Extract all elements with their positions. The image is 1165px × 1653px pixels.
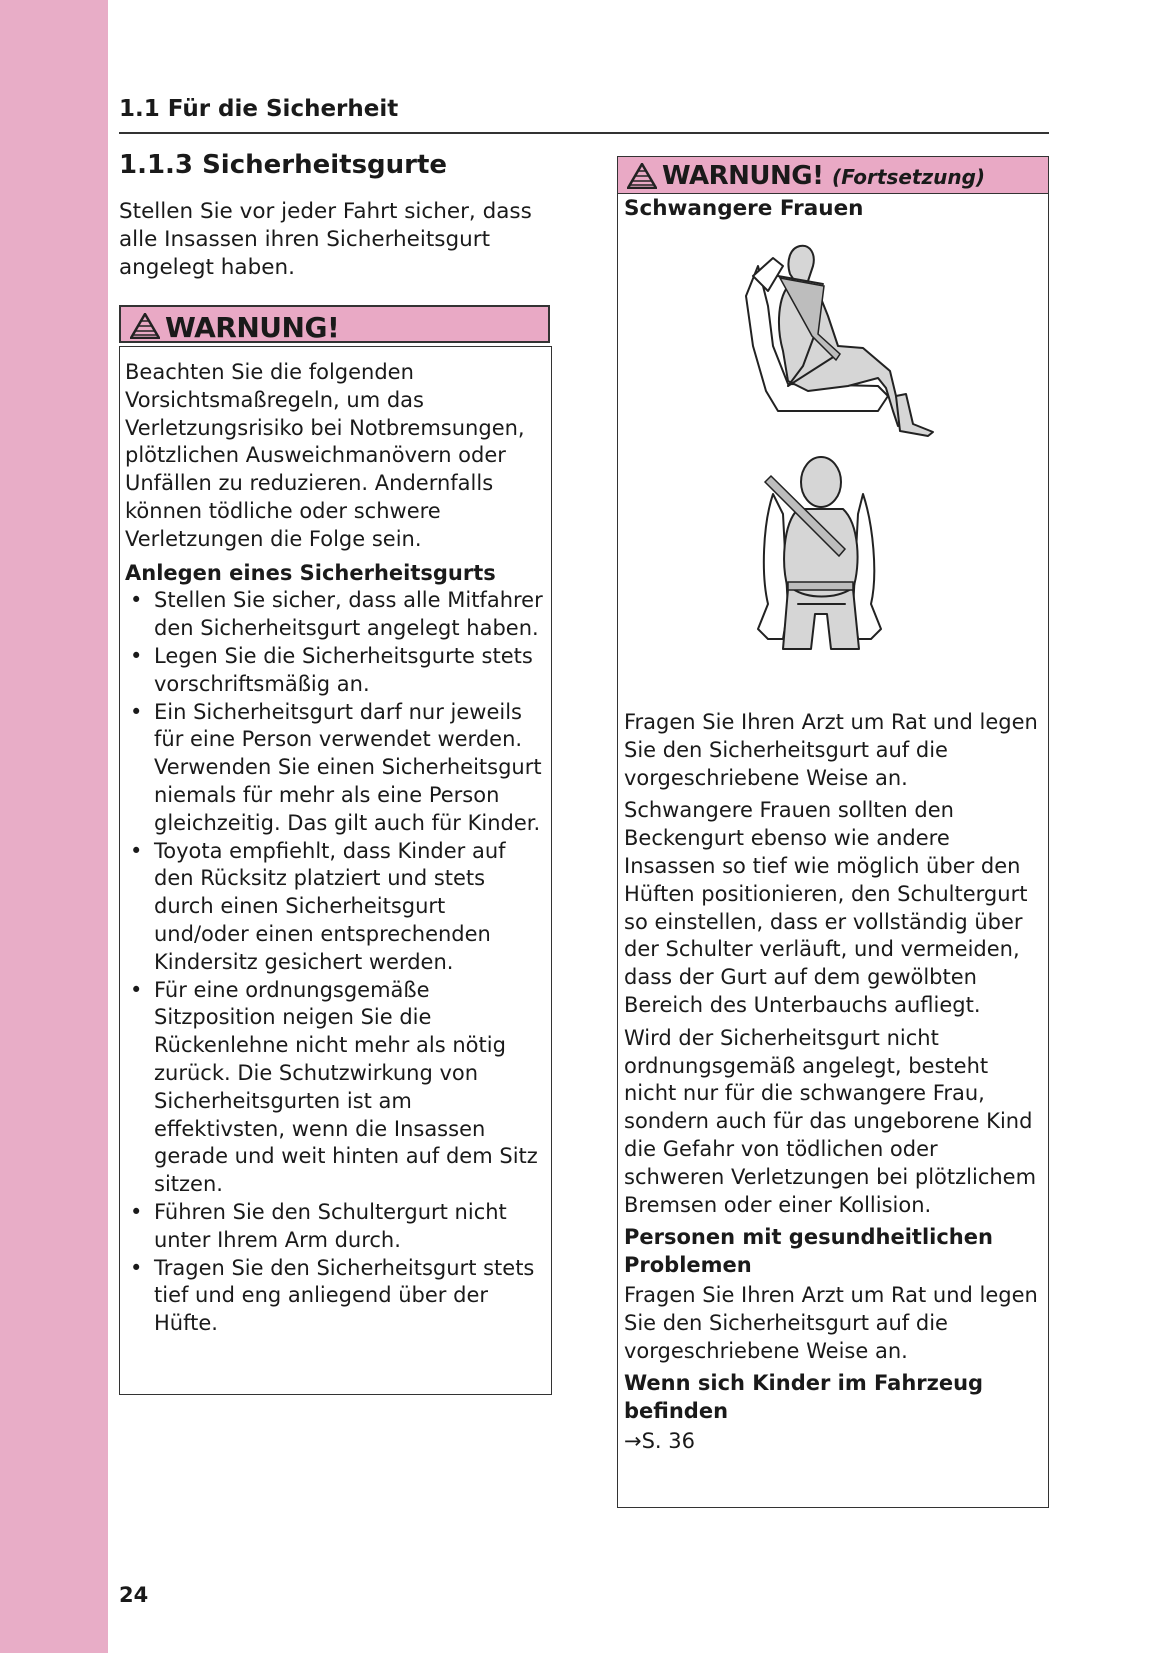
list-item <box>125 587 543 643</box>
list-item-text: Ein Sicherheitsgurt darf nur jeweils für eine Person verwendet werden. Verwenden Sie einen Sicherheitsgurt niemals für mehr als eine Person gleichzeitig. Das gilt auch für Kinder. <box>154 699 542 835</box>
page-number: 24 <box>119 1583 149 1607</box>
warning-triangle-icon <box>627 163 657 189</box>
continuation-label: (Fortsetzung) <box>832 165 986 189</box>
warning-title-text: WARNUNG! <box>662 161 824 191</box>
bullet-icon: • <box>130 977 143 1002</box>
subhead-pregnant-women: Schwangere Frauen <box>624 196 864 221</box>
list-item-text: Legen Sie die Sicherheitsgurte stets vorschriftsmäßig an. <box>154 643 533 696</box>
list-item <box>125 643 543 699</box>
bullet-icon: • <box>130 838 143 863</box>
paragraph: Fragen Sie Ihren Arzt um Rat und legen Sie den Sicherheitsgurt auf die vorgeschriebene Weise an. <box>624 1282 1038 1363</box>
list-item <box>125 838 543 977</box>
warning-title <box>662 161 985 191</box>
pregnant-woman-front-view-illustration <box>753 454 928 654</box>
warning-triangle-icon <box>130 313 160 339</box>
list-item-text: Stellen Sie sicher, dass alle Mitfahrer den Sicherheitsgurt angelegt haben. <box>154 588 543 641</box>
list-item-text: Toyota empfiehlt, dass Kinder auf den Rücksitz platziert und stets durch einen Sicherheitsgurt und/oder einen entsprechenden Kindersitz gesichert werden. <box>154 838 506 974</box>
section-header: 1.1 Für die Sicherheit <box>119 96 399 122</box>
warning-box <box>119 346 552 1395</box>
list-item-text: Für eine ordnungsgemäße Sitzposition neigen Sie die Rückenlehne nicht mehr als nötig zurück. Die Schutzwirkung von Sicherheitsgurten ist am effektivsten, wenn die Insassen gerade und weit hinten auf dem Sitz sitzen. <box>154 977 538 1197</box>
subhead-health-problems: Personen mit gesundheitlichen Problemen <box>624 1225 993 1278</box>
pregnant-woman-side-view-illustration <box>728 236 948 446</box>
page-reference-link[interactable]: →S. 36 <box>624 1428 695 1453</box>
warning-lead: Beachten Sie die folgenden Vorsichtsmaßregeln, um das Verletzungsrisiko bei Notbremsungen, plötzlichen Ausweichmanövern oder Unfällen zu reduzieren. Andernfalls können tödliche oder schwere Verletzungen die Folge sein. <box>125 360 525 551</box>
bullet-icon: • <box>130 1255 143 1280</box>
paragraph: Fragen Sie Ihren Arzt um Rat und legen Sie den Sicherheitsgurt auf die vorgeschriebene Weise an. <box>624 710 1038 790</box>
bullet-icon: • <box>130 588 143 613</box>
paragraph: Wird der Sicherheitsgurt nicht ordnungsgemäß angelegt, besteht nicht nur für die schwangere Frau, sondern auch für das ungeborene Kind die Gefahr von tödlichen oder schweren Verletzungen bei plötzlichem Bremsen oder einer Kollision. <box>624 1025 1037 1217</box>
list-item <box>125 699 543 838</box>
list-item-text: Führen Sie den Schultergurt nicht unter Ihrem Arm durch. <box>154 1199 507 1252</box>
list-item-text: Tragen Sie den Sicherheitsgurt stets tief und eng anliegend über der Hüfte. <box>154 1255 535 1336</box>
warning-continuation-box <box>617 194 1049 1508</box>
list-item <box>125 977 543 1199</box>
warning-title: WARNUNG! <box>165 311 340 344</box>
subhead-children: Wenn sich Kinder im Fahrzeug befinden <box>624 1371 984 1424</box>
paragraph: Schwangere Frauen sollten den Beckengurt ebenso wie andere Insassen so tief wie möglich über den Hüften positionieren, den Schultergurt so einstellen, dass er vollständig über der Schulter verläuft, und vermeiden, dass der Gurt auf dem gewölbten Bereich des Unterbauchs aufliegt. <box>624 798 1028 1017</box>
warning-header <box>119 305 550 343</box>
bullet-icon: • <box>130 1199 143 1224</box>
bullet-icon: • <box>130 643 143 668</box>
warning-continuation-header <box>617 156 1049 194</box>
intro-paragraph: Stellen Sie vor jeder Fahrt sicher, dass alle Insassen ihren Sicherheitsgurt angelegt haben. <box>119 199 532 280</box>
list-item <box>125 1199 543 1255</box>
warning-subhead: Anlegen eines Sicherheitsgurts <box>125 560 496 585</box>
list-item <box>125 1255 543 1338</box>
warning-list <box>125 587 543 1338</box>
warning-continuation-text <box>624 709 1044 1461</box>
page-side-tab <box>0 0 108 1653</box>
bullet-icon: • <box>130 699 143 724</box>
page-header <box>119 96 1049 134</box>
page-title: 1.1.3 Sicherheitsgurte <box>119 150 448 180</box>
